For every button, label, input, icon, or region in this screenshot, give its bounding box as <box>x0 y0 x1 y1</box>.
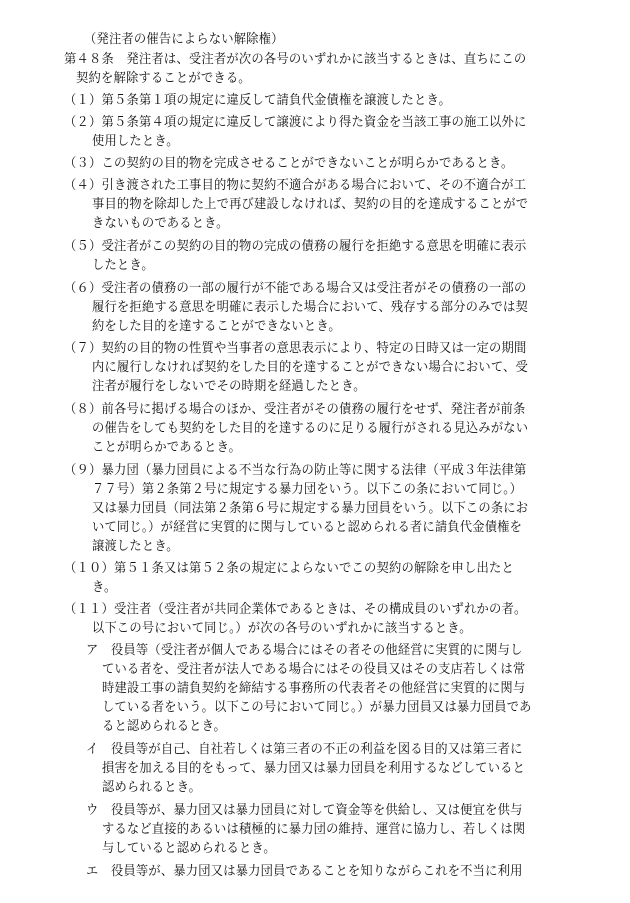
article-text: 契約を解除することができる。 <box>76 71 251 86</box>
list-item-line: いて同じ。）が経営に実質的に関与していると認められる者に請負代金債権を <box>92 520 523 535</box>
list-item-line: （８）前各号に掲げる場合のほか、受注者がその債務の履行をせず、発注者が前条 <box>64 402 526 417</box>
list-item-line: 又は暴力団員（同法第２条第６号に規定する暴力団員をいう。以下この条にお <box>92 501 529 516</box>
list-item-line: （１１）受注者（受注者が共同企業体であるときは、その構成員のいずれかの者。 <box>64 602 527 617</box>
list-item-line: したとき。 <box>92 258 154 273</box>
sub-item-line: ウ 役員等が、暴力団又は暴力団員に対して資金等を供給し、又は便宜を供与 <box>86 803 523 818</box>
list-item-line: （２）第５条第４項の規定に違反して譲渡により得た資金を当該工事の施工以外に <box>64 115 527 130</box>
list-item-line: （４）引き渡された工事目的物に契約不適合がある場合において、その不適合が工 <box>64 178 527 193</box>
article-heading-line <box>64 50 600 69</box>
article-caption: （発注者の催告によらない解除権） <box>84 32 284 47</box>
sub-item-line: 損害を加える目的をもって、暴力団又は暴力団員を利用するなどしていると <box>102 761 526 776</box>
sub-item-line: するなど直接的あるいは積極的に暴力団の維持、運営に協力し、若しくは関 <box>102 822 526 837</box>
list-item-line: きないものであるとき。 <box>92 216 229 231</box>
list-item-line: （１）第５条第１項の規定に違反して請負代金債権を譲渡したとき。 <box>64 93 452 108</box>
list-item-line: ７７号）第２条第２号に規定する暴力団をいう。以下この条において同じ。） <box>92 482 523 497</box>
sub-item-line: 与していると認められるとき。 <box>102 841 276 856</box>
list-item-line: （５）受注者がこの契約の目的物の完成の債務の履行を拒絶する意思を明確に表示 <box>64 239 527 254</box>
list-item-line: 履行を拒絶する意思を明確に表示した場合において、残存する部分のみでは契 <box>92 300 528 315</box>
article-number: 第４８条 <box>64 52 115 67</box>
list-item-line: （６）受注者の債務の一部の履行が不能である場合又は受注者がその債務の一部の <box>64 281 527 296</box>
sub-item-line: ている者を、受注者が法人である場合にはその役員又はその支店若しくは常 <box>102 662 526 677</box>
sub-item-line: ると認められるとき。 <box>102 719 227 734</box>
article-text: 発注者は、受注者が次の各号のいずれかに該当するときは、直ちにこの <box>126 52 527 67</box>
sub-item-line: イ 役員等が自己、自社若しくは第三者の不正の利益を図る目的又は第三者に <box>86 742 523 757</box>
list-item-line: （３）この契約の目的物を完成させることができないことが明らかであるとき。 <box>64 156 514 171</box>
list-item-line: 以下この号において同じ。）が次の各号のいずれかに該当するとき。 <box>92 621 472 636</box>
list-item-line: 事目的物を除却した上で再び建設しなければ、契約の目的を達成することがで <box>92 197 529 212</box>
list-item-line: 注者が履行をしないでその時期を経過したとき。 <box>92 379 366 394</box>
list-item-line: （７）契約の目的物の性質や当事者の意思表示により、特定の日時又は一定の期間 <box>64 341 527 356</box>
sub-item-line: 認められるとき。 <box>102 780 202 795</box>
sub-item-line: エ 役員等が、暴力団又は暴力団員であることを知りながらこれを不当に利用 <box>86 864 523 879</box>
sub-item-line: ア 役員等（受注者が個人である場合にはその者その他経営に実質的に関与し <box>86 643 523 658</box>
list-item-line: 使用したとき。 <box>92 134 179 149</box>
list-item-line: （１０）第５１条又は第５２条の規定によらないでこの契約の解除を申し出たと <box>64 561 515 576</box>
list-item-line: 約をした目的を達することができないとき。 <box>92 319 341 334</box>
list-item-line: の催告をしても契約をした目的を達するのに足りる履行がされる見込みがない <box>92 421 529 436</box>
list-item-line: き。 <box>92 580 117 595</box>
sub-item-line: している者をいう。以下この号において同じ。）が暴力団員又は暴力団員であ <box>102 700 532 715</box>
list-item-line: 内に履行しなければ契約をした目的を達することができない場合において、受 <box>92 360 528 375</box>
list-item-line: 譲渡したとき。 <box>92 539 179 554</box>
sub-item-line: 時建設工事の請負契約を締結する事務所の代表者その他経営に実質的に関与 <box>102 681 526 696</box>
list-item-line: ことが明らかであるとき。 <box>92 440 242 455</box>
list-item-line: （９）暴力団（暴力団員による不当な行為の防止等に関する法律（平成３年法律第 <box>64 463 527 478</box>
